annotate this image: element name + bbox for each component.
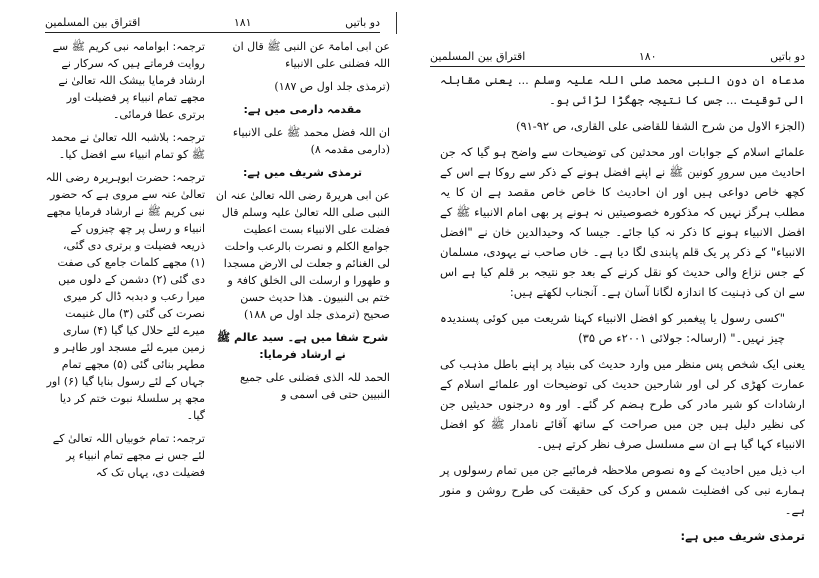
section-heading-tirmidhi: ترمذی شریف میں ہے: [242,166,363,179]
block-quote: "کسی رسول یا پیغمبر کو افضل الانبیاء کہنا شریعت میں کوئی پسندیدہ چیز نہیں۔" (ارسالہ: جولائی ۲۰۰۱ء ص ۳۵) [440,311,785,345]
body-paragraph-1: علمائے اسلام کے جوابات اور محدثین کی توضیحات سے واضح ہو گیا کہ جن احادیث میں سرورِ کونین ﷺ نے اپنے افضل ہونے کے ذکر سے روکا ہے اس کے کچھ خاص دواعی ہیں اور ان احادیث کا خاص خاص مقصد ہے ان کا یہ مطلب ہرگز نہیں کہ مذکورہ خصوصیتیں نہ ہونے پر بھی امام الانبیاء ﷺ کے افضل الانبیاء ہونے کا ذکر نہ کیا جائے۔ جیسا کہ وحیدالدین خان نے "افضل الانبیاء" کے ذکر پر یک قلم پابندی لگا دیا ہے۔ خاں صاحب نے یہودی، مسلمان کے جس نزاع والی حدیث کو نقل کرنے کے بعد جو نتیجہ بر قلم کیا ہے اس سے ان کی ذہنیت کا اندازہ لگانا آسان ہے۔ آنجناب لکھتے ہیں: [440,145,805,299]
translation-3: ترجمہ: حضرت ابوہریرہ رضی اللہ تعالیٰ عنہ سے مروی ہے کہ حضور نبی کریم ﷺ نے ارشاد فرمایا مجھے انبیاء و رسل پر چھ چیزوں کے ذریعہ فضیلت و برتری دی گئی، (۱) مجھے کلمات جامع کی صفت دی گئی (۲) دشمن کے دلوں میں میرا رعب و دبدبہ ڈال کر میری نصرت کی گئی (۳) مال غنیمت میرے لئے حلال کیا گیا (۴) ساری زمین میرے لئے مسجد اور طاہر و مطہر بنائی گئی (۵) مجھے تمام جہاں کے لئے رسول بنایا گیا (۶) اور مجھ پر سلسلۂ نبوت ختم کر دیا گیا۔ [45,171,205,422]
left-page [0,0,400,578]
right-page-header [430,48,805,64]
left-page-section: دو باتیں [345,15,380,29]
section-heading-darimi: مقدمہ دارمی میں ہے: [243,103,362,116]
translation-2: ترجمہ: بلاشبہ اللہ تعالیٰ نے محمد ﷺ کو تمام انبیاء سے افضل کیا۔ [51,131,205,161]
arabic-hadith-3: عن ابی ھریرۃ رضی اللہ تعالیٰ عنہ ان النبی صلی اللہ تعالیٰ علیہ وسلم قال فضلت علی الانبیاء بست اعطیت جوامع الکلم و نصرت بالرعب واحلت لی الغنائم و جعلت لی الارض مسجدا و طھورا و ارسلت الی الخلق کافۃ و ختم بی النبیون۔ ھذا حدیث حسن صحیح (ترمذی جلد اول ص ۱۸۸) [215,189,390,321]
translation-1: ترجمہ: ابوامامہ نبی کریم ﷺ سے روایت فرماتے ہیں کہ سرکار نے ارشاد فرمایا بیشک اللہ تعالیٰ نے مجھے تمام انبیاء پر فضیلت اور برتری عطا فرمائی۔ [52,40,205,121]
right-body-text [440,70,805,552]
right-page [410,0,819,578]
arabic-quote-line: مدعاہ ان دون النبی محمد صلی اللہ علیہ وسلم ... یعنی مقابلہ الی توقیت ... جس کا نتیجہ جھگڑا لڑائی ہو۔ [440,73,805,107]
arabic-hadith-2: ان اللہ فضل محمد ﷺ علی الانبیاء (دارمی مقدمہ ۸) [232,126,390,156]
right-page-number: ۱۸۰ [638,49,657,63]
section-heading-shifa: شرح شفا میں ہے۔ سید عالم ﷺ نے ارشاد فرمایا: [216,331,389,361]
right-page-title: اقتراق بین المسلمین [430,49,526,63]
left-header-rule [45,32,380,33]
arabic-hadith-4: الحمد للہ الذی فضلنی علی جمیع النبیین حتی فی اسمی و [240,371,390,401]
arabic-hadith-1: عن ابی امامۃ عن النبی ﷺ قال ان اللہ فضلنی علی الانبیاء [232,40,390,70]
left-arabic-column [215,38,390,409]
right-page-section: دو باتیں [770,49,805,63]
right-header-rule [430,66,805,67]
left-page-number: ۱۸۱ [233,15,252,29]
body-paragraph-3: اب ذیل میں احادیث کے وہ نصوص ملاحظہ فرمائیے جن میں تمام رسولوں پر ہمارے نبی کی افضلیت شمس و کرک کی حقیقت کی طرح روشن و منور ہے۔ [440,463,805,517]
translation-4: ترجمہ: تمام خوبیاں اللہ تعالیٰ کے لئے جس نے مجھے تمام انبیاء پر فضیلت دی، یہاں تک کہ [52,432,205,479]
left-page-title: اقتراق بين المسلمين [45,15,141,29]
body-paragraph-2: یعنی ایک شخص پس منظر میں وارد حدیث کی بنیاد پر اپنے باطل مذہب کی عمارت کھڑی کر لی اور شارحین حدیث کی توضیحات اور علمائے اسلام کے ارشادات کو شیر مادر کی طرح ہضم کر گئے۔ اور وہ درجنوں حدیثیں جن کی نظیر دلیل ہیں جن میں صراحت کے ساتھ آقائے نامدار ﷺ کو افضل الانبیاء کہا گیا ہے ان سے مسلسل صرف نظر کرتے ہیں۔ [440,357,805,451]
page-fold-mark [396,12,397,34]
section-heading-right: ترمذی شریف میں ہے: [680,529,805,543]
arabic-citation-line: (الجزء الاول من شرح الشفا للقاضی علی القاری، ص ۹۲-۹۱) [515,119,805,133]
left-page-header [45,14,380,30]
arabic-citation-1: (ترمذی جلد اول ص ۱۸۷) [274,80,390,93]
left-translation-column [45,38,205,487]
